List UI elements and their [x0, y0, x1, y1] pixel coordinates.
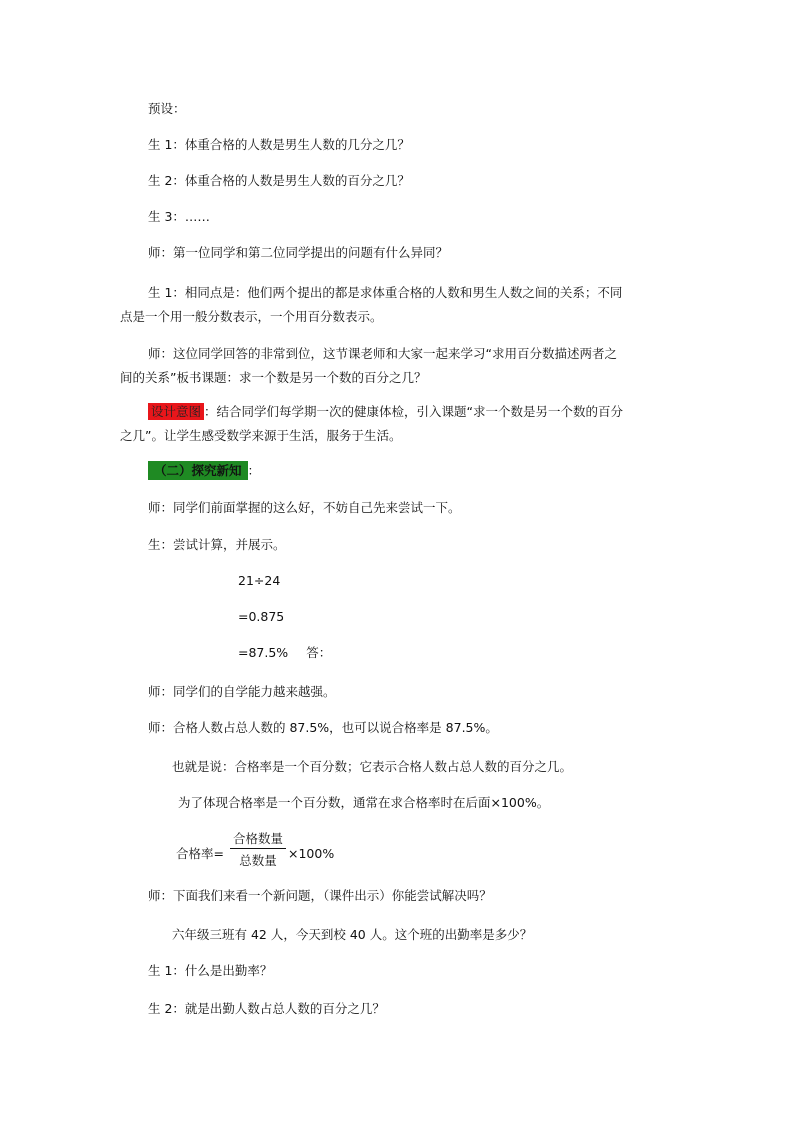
student1-answer-line1: 生 1：相同点是：他们两个提出的都是求体重合格的人数和男生人数之间的关系；不同 [148, 285, 623, 300]
section-heading [148, 463, 260, 479]
teacher-praise: 师：同学们的自学能力越来越强。 [148, 684, 336, 699]
formula-denominator: 总数量 [239, 853, 277, 868]
student1-what-is-attendance: 生 1：什么是出勤率？ [148, 963, 273, 978]
formula-numerator: 合格数量 [232, 831, 283, 846]
teacher-try-prompt: 师：同学们前面掌握的这么好，不妨自己先来尝试一下。 [148, 500, 461, 515]
teacher-question-differences: 师：第一位同学和第二位同学提出的问题有什么异同？ [148, 245, 449, 260]
student1-question: 生 1：体重合格的人数是男生人数的几分之几？ [148, 137, 410, 152]
calc-step3 [238, 645, 331, 661]
design-intent-text: ：结合同学们每学期一次的健康体检，引入课题“求一个数是另一个数的百分 [204, 404, 623, 419]
formula-lhs: 合格率= [176, 846, 224, 861]
teacher-lesson-intro-line2: 间的关系”板书课题：求一个数是另一个数的百分之几？ [120, 370, 427, 385]
student-try-calc: 生：尝试计算，并展示。 [148, 537, 286, 552]
formula-rhs: ×100% [288, 846, 335, 861]
teacher-pass-rate: 师：合格人数占总人数的 87.5%，也可以说合格率是 87.5%。 [148, 720, 498, 735]
preset-heading: 预设： [148, 101, 186, 116]
design-intent-line2: 之几”。让学生感受数学来源于生活，服务于生活。 [120, 428, 402, 443]
calc-step1: 21÷24 [238, 573, 281, 588]
calc-step3-value: =87.5% [238, 645, 289, 660]
fraction-bar [230, 848, 286, 849]
pass-rate-percent-note: 为了体现合格率是一个百分数，通常在求合格率时在后面×100%。 [178, 795, 550, 810]
design-intent-badge: 设计意图 [148, 403, 204, 420]
section-badge-colon: ： [247, 463, 261, 478]
student2-attendance-definition: 生 2：就是出勤人数占总人数的百分之几？ [148, 1001, 385, 1016]
calc-answer-label: 答： [306, 645, 332, 660]
student3-ellipsis: 生 3：…… [148, 209, 210, 224]
pass-rate-meaning: 也就是说：合格率是一个百分数；它表示合格人数占总人数的百分之几。 [172, 759, 573, 774]
section-badge-explore: （二）探究新知 [148, 461, 248, 480]
design-intent-line1 [148, 404, 623, 420]
student2-question: 生 2：体重合格的人数是男生人数的百分之几？ [148, 173, 410, 188]
teacher-lesson-intro-line1: 师：这位同学回答的非常到位，这节课老师和大家一起来学习“求用百分数描述两者之 [148, 346, 617, 361]
formula-fraction [230, 829, 286, 871]
teacher-new-problem: 师：下面我们来看一个新问题，（课件出示）你能尝试解决吗？ [148, 888, 492, 903]
student1-answer-line2: 点是一个用一般分数表示，一个用百分数表示。 [120, 309, 383, 324]
attendance-problem: 六年级三班有 42 人，今天到校 40 人。这个班的出勤率是多少？ [172, 927, 533, 942]
calc-step2: =0.875 [238, 609, 285, 624]
